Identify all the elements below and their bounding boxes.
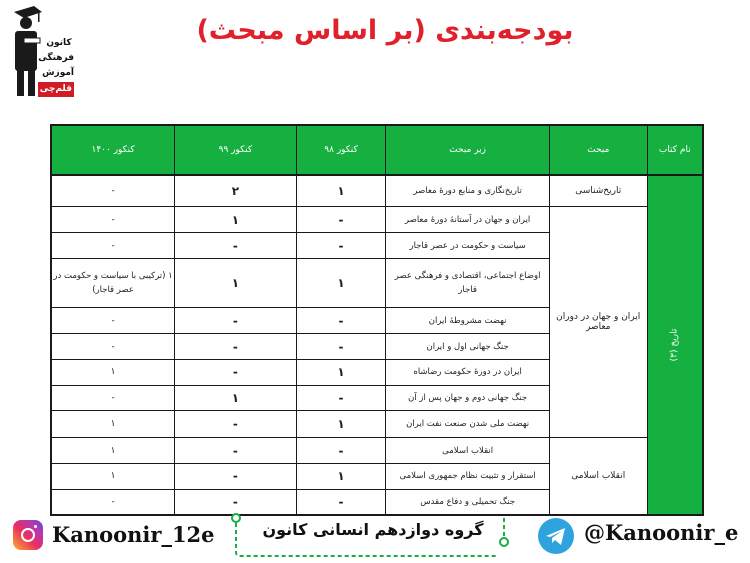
k98-cell: ۱: [296, 463, 386, 489]
table-row: [51, 438, 703, 464]
instagram-icon[interactable]: [13, 520, 43, 550]
k1400-cell: -: [51, 489, 175, 515]
banner-text: گروه دوازدهم انسانی کانون: [262, 520, 484, 539]
table-row: [51, 175, 703, 207]
k98-cell: -: [296, 334, 386, 360]
k1400-cell: -: [51, 233, 175, 259]
k98-cell: ۱: [296, 258, 386, 307]
telegram-handle[interactable]: @Kanoonir_e: [584, 520, 739, 545]
subtopic-cell: اوضاع اجتماعی، اقتصادی و فرهنگی عصر قاجار: [386, 258, 549, 307]
k1400-cell: -: [51, 334, 175, 360]
k98-cell: -: [296, 233, 386, 259]
k99-cell: ۱: [175, 207, 297, 233]
k1400-cell: ۱: [51, 411, 175, 438]
k99-cell: ۱: [175, 258, 297, 307]
footer: [0, 512, 750, 563]
header-k99: کنکور ۹۹: [175, 125, 297, 175]
subtopic-cell: نهضت ملی شدن صنعت نفت ایران: [386, 411, 549, 438]
logo-text: کانون فرهنگی آموزش قلم‌چی: [44, 36, 74, 97]
table-row: [51, 207, 703, 233]
subtopic-cell: جنگ جهانی دوم و جهان پس از آن: [386, 385, 549, 411]
k99-cell: -: [175, 233, 297, 259]
k1400-cell: -: [51, 207, 175, 233]
k99-cell: -: [175, 463, 297, 489]
k99-cell: ۲: [175, 175, 297, 207]
page-title: بودجه‌بندی (بر اساس مبحث): [196, 15, 574, 46]
header-topic: مبحث: [549, 125, 647, 175]
subtopic-cell: استقرار و تثبیت نظام جمهوری اسلامی: [386, 463, 549, 489]
subtopic-cell: ایران در دورهٔ حکومت رضاشاه: [386, 359, 549, 385]
group-banner: [228, 512, 512, 560]
k98-cell: -: [296, 489, 386, 515]
k98-cell: -: [296, 207, 386, 233]
k98-cell: ۱: [296, 359, 386, 385]
k1400-cell: ۱: [51, 438, 175, 464]
topic-cell: تاریخ‌شناسی: [549, 175, 647, 207]
k98-cell: ۱: [296, 411, 386, 438]
budget-table: [50, 124, 704, 516]
subtopic-cell: نهضت مشروطهٔ ایران: [386, 308, 549, 334]
k1400-cell: -: [51, 308, 175, 334]
k1400-cell: -: [51, 385, 175, 411]
subtopic-cell: جنگ جهانی اول و ایران: [386, 334, 549, 360]
topic-cell: انقلاب اسلامی: [549, 438, 647, 515]
k1400-cell: ۱: [51, 463, 175, 489]
k1400-cell: ۱: [51, 359, 175, 385]
k98-cell: -: [296, 308, 386, 334]
header-k1400: کنکور ۱۴۰۰: [51, 125, 175, 175]
instagram-handle[interactable]: Kanoonir_12e: [52, 522, 215, 547]
table-header-row: [51, 125, 703, 175]
k99-cell: -: [175, 334, 297, 360]
subtopic-cell: ایران و جهان در آستانهٔ دورهٔ معاصر: [386, 207, 549, 233]
book-name-cell: تاریخ (۳): [647, 175, 703, 515]
header-book: نام کتاب: [647, 125, 703, 175]
k99-cell: -: [175, 411, 297, 438]
subtopic-cell: تاریخ‌نگاری و منابع دورهٔ معاصر: [386, 175, 549, 207]
telegram-icon[interactable]: [538, 518, 574, 554]
k99-cell: -: [175, 489, 297, 515]
subtopic-cell: انقلاب اسلامی: [386, 438, 549, 464]
k98-cell: -: [296, 438, 386, 464]
k99-cell: -: [175, 359, 297, 385]
k1400-cell: -: [51, 175, 175, 207]
k99-cell: -: [175, 438, 297, 464]
header-subtopic: زیر مبحث: [386, 125, 549, 175]
k1400-cell: ۱ (ترکیبی با سیاست و حکومت در عصر قاجار): [51, 258, 175, 307]
subtopic-cell: سیاست و حکومت در عصر قاجار: [386, 233, 549, 259]
k99-cell: -: [175, 308, 297, 334]
subtopic-cell: جنگ تحمیلی و دفاع مقدس: [386, 489, 549, 515]
k99-cell: ۱: [175, 385, 297, 411]
k98-cell: ۱: [296, 175, 386, 207]
k98-cell: -: [296, 385, 386, 411]
topic-cell: ایران و جهان در دوران معاصر: [549, 207, 647, 438]
header-k98: کنکور ۹۸: [296, 125, 386, 175]
kanoon-logo: [8, 6, 72, 98]
